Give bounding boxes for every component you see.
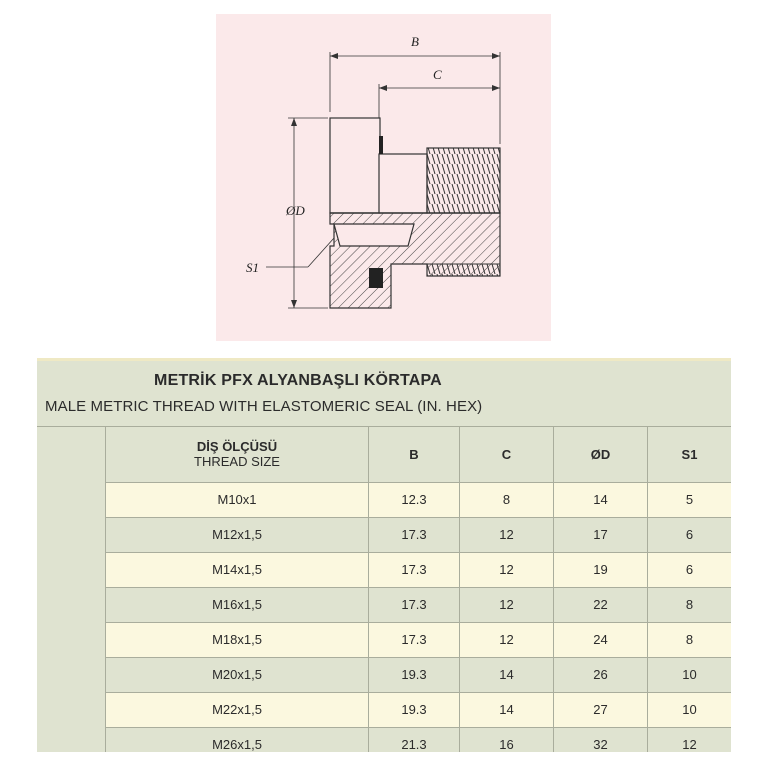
cell-d: 24 [593,632,608,647]
col-rule [105,426,106,752]
cell-thread: M14x1,5 [212,562,262,577]
dimension-d [285,118,328,308]
cell-b: 21.3 [401,737,427,752]
dim-d-label: ØD [286,203,305,218]
cell-b: 17.3 [401,597,427,612]
header-thread-tr: DİŞ ÖLÇÜSÜ [196,439,278,454]
technical-drawing [216,14,551,341]
cell-c: 12 [499,562,514,577]
cell-thread: M12x1,5 [212,527,262,542]
cell-d: 22 [593,597,608,612]
col-rule [553,426,554,752]
cell-b: 17.3 [401,632,427,647]
cell-s1: 5 [685,492,694,507]
cell-s1: 12 [682,737,697,752]
table-row [106,623,731,657]
header-c-label: C [501,446,512,462]
header-d [554,428,647,480]
cell-c: 14 [499,667,514,682]
cell-d: 32 [593,737,608,752]
dim-b-label: B [411,34,419,49]
cell-c: 16 [499,737,514,752]
cell-thread: M18x1,5 [212,632,262,647]
cell-b: 19.3 [401,667,427,682]
cell-c: 8 [502,492,511,507]
table-row [106,553,731,587]
col-rule [647,426,648,752]
cell-d: 17 [593,527,608,542]
dim-s1-label: S1 [246,260,259,275]
dimension-c [379,67,500,134]
header-top-rule [37,426,731,427]
cell-d: 27 [593,702,608,717]
table-top-border [37,358,731,361]
table-title-en: MALE METRIC THREAD WITH ELASTOMERIC SEAL (IN. HEX) [45,398,483,415]
table-row [106,728,731,752]
cell-s1: 8 [685,597,694,612]
spec-table [37,358,731,752]
cell-b: 17.3 [401,562,427,577]
table-row [106,658,731,692]
cell-s1: 8 [685,632,694,647]
cell-thread: M20x1,5 [212,667,262,682]
cell-c: 14 [499,702,514,717]
plug-lower-section [330,213,500,308]
cell-s1: 6 [685,527,694,542]
cell-b: 19.3 [401,702,427,717]
header-thread-en: THREAD SIZE [194,454,280,469]
cell-s1: 10 [682,667,697,682]
cell-d: 19 [593,562,608,577]
header-s1 [648,428,731,480]
header-thread-size [106,428,368,480]
cell-d: 14 [593,492,608,507]
table-row [106,693,731,727]
col-rule [368,426,369,752]
header-c [460,428,553,480]
cell-c: 12 [499,527,514,542]
dim-c-label: C [433,67,442,82]
table-row [106,518,731,552]
header-d-label: ØD [590,446,611,462]
table-row [106,588,731,622]
cell-thread: M10x1 [217,492,257,507]
cell-thread: M22x1,5 [212,702,262,717]
cell-thread: M16x1,5 [212,597,262,612]
col-rule [459,426,460,752]
dimension-s1 [246,238,334,275]
cell-thread: M26x1,5 [212,737,262,752]
table-title-tr: METRİK PFX ALYANBAŞLI KÖRTAPA [154,372,442,389]
header-s1-label: S1 [681,446,698,462]
header-b [369,428,459,480]
cell-c: 12 [499,632,514,647]
header-b-label: B [409,446,419,462]
cell-b: 12.3 [401,492,427,507]
plug-upper-outline [330,118,500,213]
plug-drawing-svg [216,14,551,341]
table-row [106,483,731,517]
cell-b: 17.3 [401,527,427,542]
cell-c: 12 [499,597,514,612]
cell-s1: 10 [682,702,697,717]
cell-s1: 6 [685,562,694,577]
cell-d: 26 [593,667,608,682]
